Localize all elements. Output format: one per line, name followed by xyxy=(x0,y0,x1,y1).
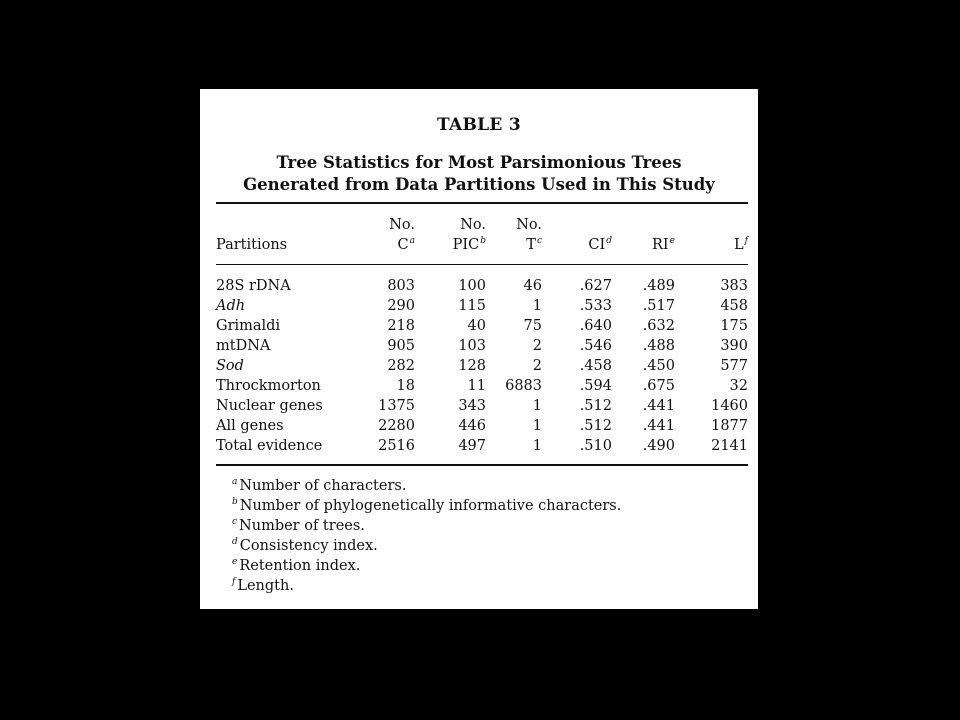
cell-t: 46 xyxy=(523,278,542,294)
cell-ri: .489 xyxy=(642,278,675,294)
footnote xyxy=(232,576,294,596)
cell-ci: .627 xyxy=(579,278,612,294)
cell-partition: Adh xyxy=(216,298,246,314)
footnote-text: Number of trees. xyxy=(239,518,365,534)
cell-t: 1 xyxy=(532,398,542,414)
cell-ci: .533 xyxy=(579,298,612,314)
cell-c: 282 xyxy=(387,358,415,374)
cell-pic: 103 xyxy=(458,338,486,354)
cell-pic: 115 xyxy=(458,298,486,314)
bottom-rule xyxy=(216,464,748,466)
header-c-text: C xyxy=(397,237,409,253)
header-pic-text: PIC xyxy=(452,237,480,253)
cell-t: 1 xyxy=(532,298,542,314)
cell-t: 2 xyxy=(532,338,542,354)
footnote-text: Number of phylogenetically informative characters. xyxy=(239,498,622,514)
header-pic xyxy=(453,235,486,255)
header-l xyxy=(734,235,748,255)
cell-ri: .441 xyxy=(642,418,675,434)
cell-ci: .510 xyxy=(579,438,612,454)
cell-ci: .512 xyxy=(579,418,612,434)
footnote xyxy=(232,556,360,576)
footnote-mark: f xyxy=(232,577,236,587)
table-title xyxy=(200,152,758,196)
cell-l: 390 xyxy=(720,338,748,354)
cell-pic: 100 xyxy=(458,278,486,294)
header-ci-text: CI xyxy=(588,237,606,253)
header-pic-footnote-mark: b xyxy=(480,236,486,246)
footnote xyxy=(232,516,365,536)
cell-ci: .512 xyxy=(579,398,612,414)
header-ci xyxy=(588,235,612,255)
cell-ri: .517 xyxy=(642,298,675,314)
cell-c: 803 xyxy=(387,278,415,294)
cell-pic: 11 xyxy=(467,378,486,394)
cell-partition: 28S rDNA xyxy=(216,278,291,294)
cell-ri: .632 xyxy=(642,318,675,334)
header-partitions: Partitions xyxy=(216,237,288,253)
cell-l: 577 xyxy=(720,358,748,374)
cell-c: 2280 xyxy=(378,418,415,434)
header-l-footnote-mark: f xyxy=(744,236,748,246)
cell-ci: .594 xyxy=(579,378,612,394)
header-ri-text: RI xyxy=(652,237,669,253)
footnote xyxy=(232,496,621,516)
cell-l: 458 xyxy=(720,298,748,314)
cell-partition: Grimaldi xyxy=(216,318,281,334)
footnote-mark: c xyxy=(232,517,238,527)
table-label: TABLE 3 xyxy=(436,115,522,135)
footnote xyxy=(232,476,406,496)
cell-partition: Sod xyxy=(216,358,244,374)
cell-ci: .640 xyxy=(579,318,612,334)
title-line-2: Generated from Data Partitions Used in This Study xyxy=(243,175,715,194)
footnote-mark: a xyxy=(232,477,238,487)
header-t xyxy=(526,235,542,255)
header-c-top: No. xyxy=(389,217,415,233)
cell-c: 218 xyxy=(387,318,415,334)
footnote-mark: d xyxy=(232,537,238,547)
cell-pic: 40 xyxy=(467,318,486,334)
footnote xyxy=(232,536,378,556)
header-c xyxy=(398,235,415,255)
cell-c: 1375 xyxy=(378,398,415,414)
cell-c: 2516 xyxy=(378,438,415,454)
footnote-text: Number of characters. xyxy=(239,478,407,494)
cell-pic: 497 xyxy=(458,438,486,454)
footnote-text: Retention index. xyxy=(239,558,361,574)
cell-l: 1877 xyxy=(711,418,748,434)
cell-pic: 446 xyxy=(458,418,486,434)
header-l-text: L xyxy=(734,237,744,253)
header-ri xyxy=(652,235,675,255)
cell-partition: Throckmorton xyxy=(216,378,321,394)
header-pic-top: No. xyxy=(460,217,486,233)
cell-pic: 343 xyxy=(458,398,486,414)
header-t-footnote-mark: c xyxy=(536,236,542,246)
cell-ri: .450 xyxy=(642,358,675,374)
cell-partition: mtDNA xyxy=(216,338,271,354)
cell-ri: .441 xyxy=(642,398,675,414)
cell-ci: .546 xyxy=(579,338,612,354)
footnote-mark: e xyxy=(232,557,238,567)
footnote-text: Consistency index. xyxy=(239,538,378,554)
cell-ri: .675 xyxy=(642,378,675,394)
header-t-top: No. xyxy=(516,217,542,233)
footnote-mark: b xyxy=(232,497,238,507)
cell-c: 905 xyxy=(387,338,415,354)
cell-l: 32 xyxy=(729,378,748,394)
cell-partition: All genes xyxy=(216,418,284,434)
cell-c: 18 xyxy=(396,378,415,394)
header-rule xyxy=(216,264,748,265)
cell-t: 1 xyxy=(532,438,542,454)
cell-ri: .488 xyxy=(642,338,675,354)
table-card xyxy=(200,89,758,609)
cell-l: 383 xyxy=(720,278,748,294)
top-rule xyxy=(216,202,748,204)
cell-l: 1460 xyxy=(711,398,748,414)
header-ci-footnote-mark: d xyxy=(606,236,612,246)
cell-t: 75 xyxy=(523,318,542,334)
title-line-1: Tree Statistics for Most Parsimonious Trees xyxy=(276,153,682,172)
cell-t: 6883 xyxy=(505,378,542,394)
header-ri-footnote-mark: e xyxy=(669,236,675,246)
cell-c: 290 xyxy=(387,298,415,314)
cell-t: 1 xyxy=(532,418,542,434)
header-t-text: T xyxy=(526,237,536,253)
cell-pic: 128 xyxy=(458,358,486,374)
cell-ci: .458 xyxy=(579,358,612,374)
cell-partition: Nuclear genes xyxy=(216,398,323,414)
cell-ri: .490 xyxy=(642,438,675,454)
cell-t: 2 xyxy=(532,358,542,374)
cell-partition: Total evidence xyxy=(216,438,323,454)
header-c-footnote-mark: a xyxy=(409,236,415,246)
footnote-text: Length. xyxy=(237,578,294,594)
cell-l: 175 xyxy=(720,318,748,334)
cell-l: 2141 xyxy=(711,438,748,454)
